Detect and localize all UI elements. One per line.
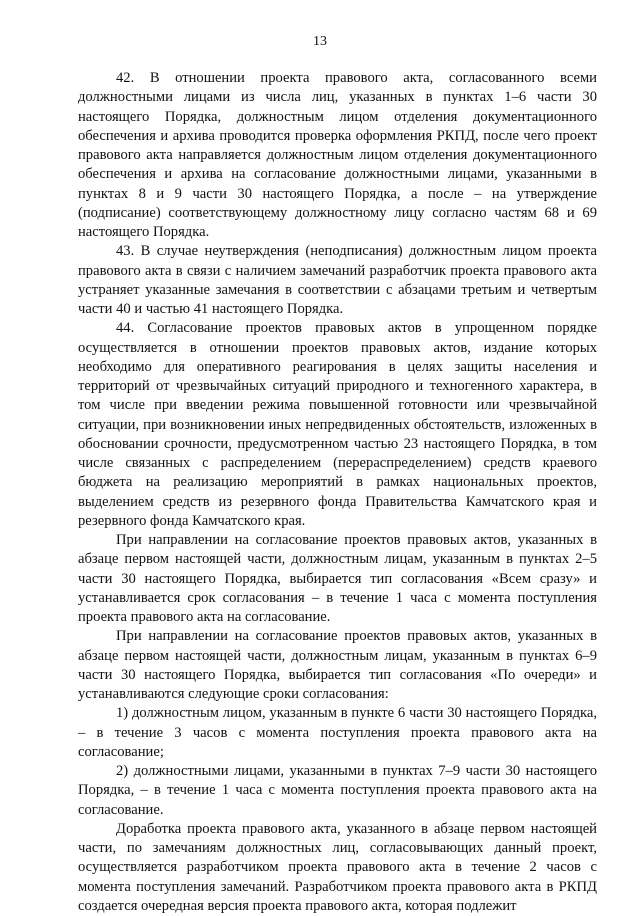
list-item-1: 1) должностным лицом, указанным в пункте 6 части 30 настоящего Порядка, – в течение 3 часов с момента поступления проекта правового акта на согласование; — [78, 705, 597, 760]
paragraph-44: 44. Согласование проектов правовых актов в упрощенном порядке осуществляется в отношении проектов правовых актов, издание которых необходимо для оперативного реагирования в целях защиты населения и территорий от чрезвычайных ситуаций природного и техногенного характера, в том числе при введении режима повышенной готовности или чрезвычайной ситуации, при возникновении иных непредвиденных обстоятельств, изложенных в обосновании срочности, предусмотренном частью 23 настоящего Порядка, в том числе связанных с распределением (перераспределением) средств краевого бюджета на реализацию мероприятий в рамках национальных проектов, выделением средств из резервного фонда Правительства Камчатского края и резервного фонда Камчатского края. — [78, 320, 597, 529]
paragraph-44-revision: Доработка проекта правового акта, указанного в абзаце первом настоящей части, по замечаниям должностных лиц, согласовывающих данный проект, осуществляется разработчиком проекта правового акта в течение 2 часов с момента поступления замечаний. Разработчиком проекта правового акта в РКПД создается очередная версия проекта правового акта, которая подлежит — [78, 820, 597, 914]
document-body — [78, 69, 597, 916]
paragraph-44-types-sequential: При направлении на согласование проектов правовых актов, указанных в абзаце первом настоящей части, должностным лицам, указанным в пунктах 6–9 части 30 настоящего Порядка, выбирается тип согласования «По очереди» и устанавливаются следующие сроки согласования: — [78, 628, 597, 702]
paragraph-44-types-all-at-once: При направлении на согласование проектов правовых актов, указанных в абзаце первом настоящей части, должностным лицам, указанным в пунктах 2–5 части 30 настоящего Порядка, выбирается тип согласования «Всем сразу» и устанавливается срок согласования – в течение 1 часа с момента поступления проекта правового акта на согласование. — [78, 532, 597, 625]
paragraph-42: 42. В отношении проекта правового акта, согласованного всеми должностными лицами из числа лиц, указанных в пунктах 1–6 части 30 настоящего Порядка, должностным лицом отделения документационного обеспечения и архива проводится проверка оформления РКПД, после чего проект правового акта направляется должностным лицом отделения документационного обеспечения и архива на согласование должностными лицами, указанными в пунктах 8 и 9 части 30 настоящего Порядка, а после – на утверждение (подписание) соответствующему должностному лицу согласно частям 68 и 69 настоящего Порядка. — [78, 70, 597, 240]
list-item-2: 2) должностными лицами, указанными в пунктах 7–9 части 30 настоящего Порядка, – в течение 1 часа с момента поступления проекта правового акта на согласование. — [78, 763, 597, 818]
paragraph-43: 43. В случае неутверждения (неподписания) должностным лицом проекта правового акта в связи с наличием замечаний разработчик проекта правового акта устраняет указанные замечания в соответствии с абзацами третьим и четвертым части 40 и частью 41 настоящего Порядка. — [78, 243, 597, 317]
page-number: 13 — [313, 34, 327, 49]
